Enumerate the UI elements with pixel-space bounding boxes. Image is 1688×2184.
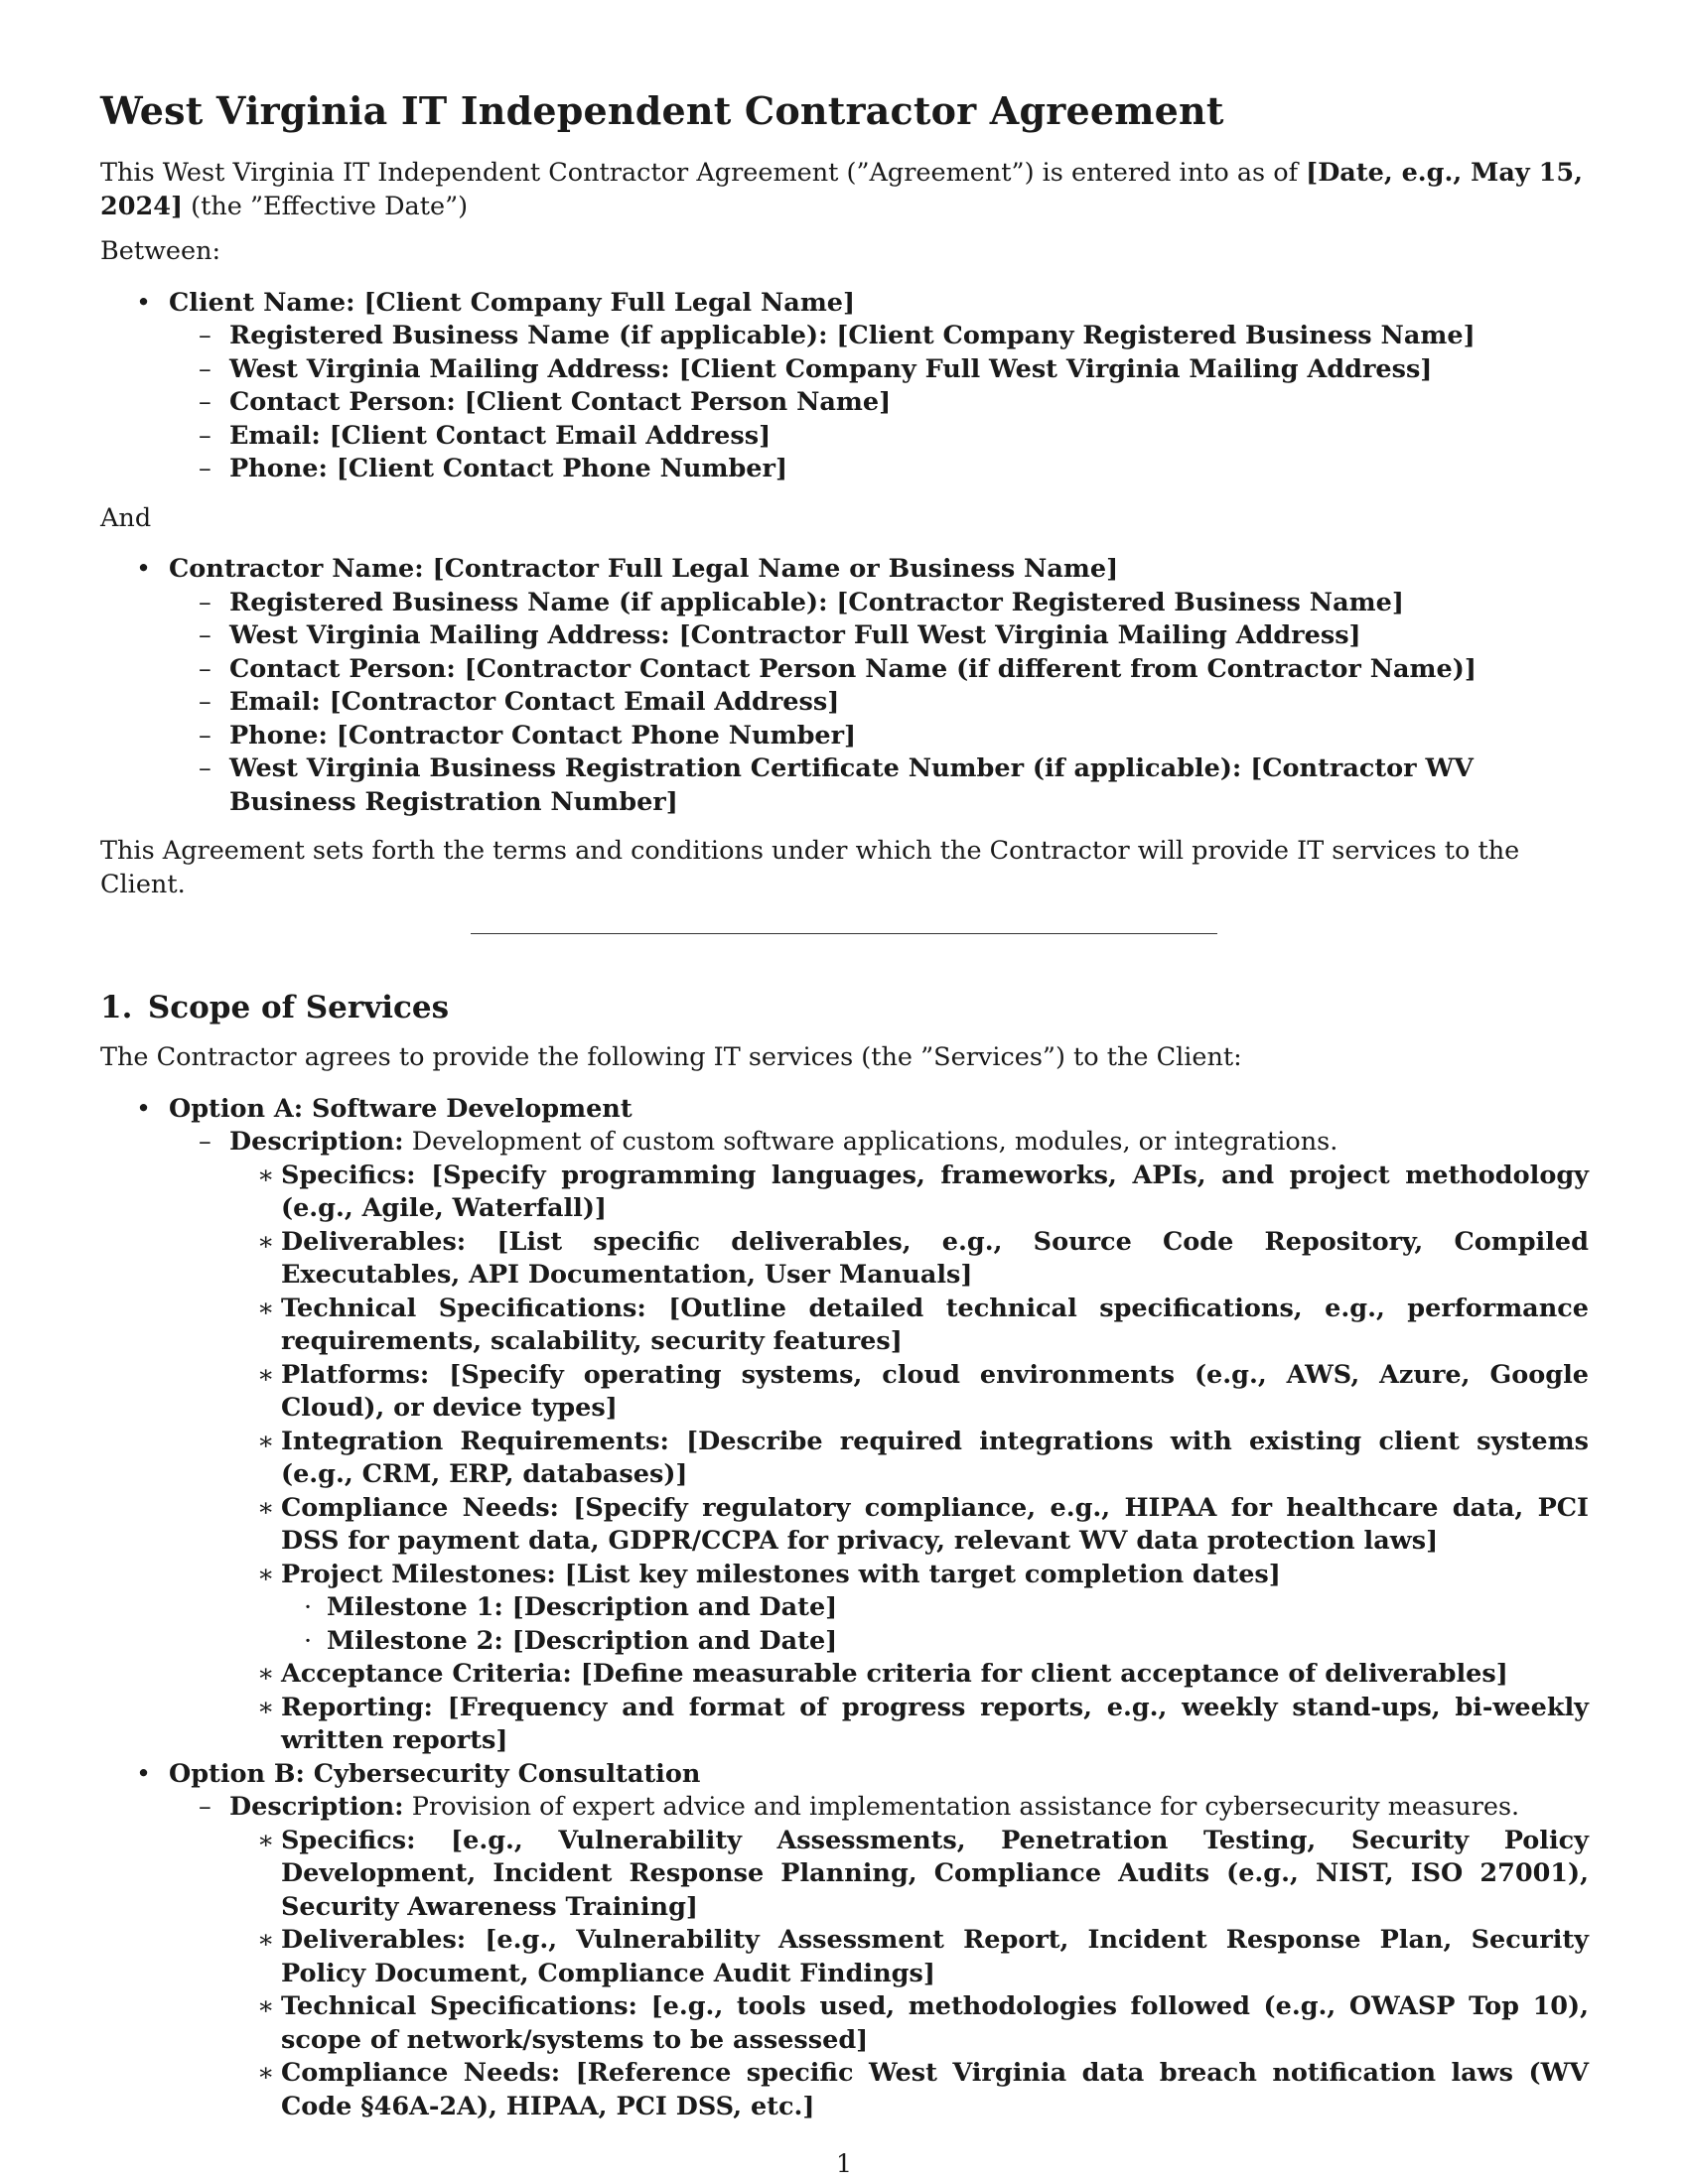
dot-icon: · xyxy=(304,1625,313,1656)
list-item: – Phone: [Contractor Contact Phone Number] xyxy=(169,720,1589,753)
bullet-icon: • xyxy=(136,554,152,584)
dash-icon: – xyxy=(199,420,211,451)
dash-icon: – xyxy=(199,653,211,684)
dash-icon: – xyxy=(199,620,211,650)
option-b-details xyxy=(229,1825,1589,2124)
option-b-title: Option B: Cybersecurity Consultation xyxy=(169,1758,701,1789)
dash-icon: – xyxy=(199,321,211,350)
asterisk-icon: ∗ xyxy=(257,1659,275,1689)
option-a-item xyxy=(100,1093,1589,1758)
option-a-details xyxy=(229,1160,1589,1758)
list-item: ∗ Platforms: [Specify operating systems, cloud environments (e.g., AWS, Azure, Google Cloud), or device types] xyxy=(257,1359,1589,1423)
list-item: ∗ Deliverables: [e.g., Vulnerability Assessment Report, Incident Response Plan, Security Policy Document, Compliance Audit Findings] xyxy=(257,1925,1589,1988)
contractor-list xyxy=(100,553,1589,819)
list-item: · Milestone 2: [Description and Date] xyxy=(281,1625,1589,1659)
horizontal-rule xyxy=(471,933,1217,934)
bullet-icon: • xyxy=(136,287,152,318)
dash-icon: – xyxy=(199,387,211,417)
dash-icon: – xyxy=(199,587,211,617)
dash-icon: – xyxy=(199,753,211,783)
asterisk-icon: ∗ xyxy=(257,1991,275,2021)
asterisk-icon: ∗ xyxy=(257,1692,275,1722)
list-item: – Email: [Contractor Contact Email Address] xyxy=(169,686,1589,720)
intro-text-end: (the ”Effective Date”) xyxy=(183,191,469,221)
list-item: – West Virginia Mailing Address: [Client Company Full West Virginia Mailing Address] xyxy=(169,353,1589,387)
dash-icon: – xyxy=(199,1792,211,1822)
list-item: – Registered Business Name (if applicable): [Client Company Registered Business Name] xyxy=(169,320,1589,353)
option-a-description: – Description: Development of custom software applications, modules, or integrations. ∗ Specifics: [Specify programming languages, frameworks, APIs, and project methodology (e.g., Agile, Waterfall)] ∗ Deliverables: [List specific deliverables, e.g., Source Code Repository, Compiled Executables, API Documentation, User Manuals] ∗ Technical Specifications: [Outline detailed technical specifications, e.g., performance requirements, scalability, security features] ∗ Platforms: [Specify operating systems, cloud environments (e.g., AWS, Azure, Google Cloud), or device types] ∗ Integration Requirements: [Describe required integrations with existing client systems (e.g., CRM, ERP, databases)] ∗ Compliance Needs: [Specify regulatory compliance, e.g., HIPAA for healthcare data, PCI DSS for payment data, GDPR/CCPA for privacy, relevant WV data protection laws] ∗ Project Milestones: [List key milestones with target completion dates] · Milestone 1: [Description and Date] · Milestone 2: [Description and Date] ∗ Acceptance Criteria: [Define measurable criteria for client acceptance of deliverables] ∗ Reporting: [Frequency and format of progress reports, e.g., weekly stand-ups, bi-weekly written reports] xyxy=(169,1126,1589,1758)
document-page xyxy=(100,87,1589,2139)
asterisk-icon: ∗ xyxy=(257,1925,275,1955)
dash-icon: – xyxy=(199,1127,211,1157)
client-name-item xyxy=(100,287,1589,486)
list-item: ∗ Compliance Needs: [Specify regulatory compliance, e.g., HIPAA for healthcare data, PCI DSS for payment data, GDPR/CCPA for privacy, relevant WV data protection laws] xyxy=(257,1492,1589,1556)
milestone-list xyxy=(281,1591,1589,1658)
list-item: ∗ Technical Specifications: [Outline detailed technical specifications, e.g., performance requirements, scalability, security features] xyxy=(257,1293,1589,1356)
list-item: ∗ Deliverables: [List specific deliverables, e.g., Source Code Repository, Compiled Executables, API Documentation, User Manuals] xyxy=(257,1226,1589,1290)
option-b-item xyxy=(100,1758,1589,2124)
section-1-intro: The Contractor agrees to provide the following IT services (the ”Services”) to the Client: xyxy=(100,1042,1242,1072)
list-item: ∗ Specifics: [Specify programming languages, frameworks, APIs, and project methodology (e.g., Agile, Waterfall)] xyxy=(257,1160,1589,1223)
section-1-heading: 1. Scope of Services xyxy=(100,990,450,1025)
dash-icon: – xyxy=(199,720,211,751)
asterisk-icon: ∗ xyxy=(257,1559,275,1589)
and-label: And xyxy=(100,502,152,533)
page-number: 1 xyxy=(835,2149,853,2179)
bullet-icon: • xyxy=(136,1758,152,1789)
asterisk-icon: ∗ xyxy=(257,1160,275,1190)
list-item: – West Virginia Business Registration Certificate Number (if applicable): [Contractor WV Business Registration Number] xyxy=(199,753,1474,817)
option-b-description: – Description: Provision of expert advice and implementation assistance for cybersecurity measures. ∗ Specifics: [e.g., Vulnerability Assessments, Penetration Testing, Security Policy Development, Incident Response Planning, Compliance Audits (e.g., NIST, ISO 27001), Security Awareness Training] ∗ Deliverables: [e.g., Vulnerability Assessment Report, Incident Response Plan, Security Policy Document, Compliance Audit Findings] ∗ Technical Specifications: [e.g., tools used, methodologies followed (e.g., OWASP Top 10), scope of network/systems to be assessed] ∗ Compliance Needs: [Reference specific West Virginia data breach notification laws (WV Code §46A-2A), HIPAA, PCI DSS, etc.] xyxy=(169,1791,1589,2123)
asterisk-icon: ∗ xyxy=(257,2058,275,2088)
intro-paragraph xyxy=(100,157,1589,223)
client-details xyxy=(169,320,1589,486)
dot-icon: · xyxy=(304,1592,313,1622)
asterisk-icon: ∗ xyxy=(257,1492,275,1523)
contractor-name-value: [Contractor Full Legal Name or Business Name] xyxy=(432,554,1119,584)
dash-icon: – xyxy=(199,687,211,717)
contractor-details xyxy=(169,587,1589,820)
document-title: West Virginia IT Independent Contractor Agreement xyxy=(100,88,1224,133)
list-item: – Registered Business Name (if applicable): [Contractor Registered Business Name] xyxy=(169,587,1589,620)
list-item: · Milestone 1: [Description and Date] xyxy=(281,1591,1589,1625)
list-item: – Contact Person: [Contractor Contact Person Name (if different from Contractor Name)] xyxy=(169,653,1589,687)
between-label: Between: xyxy=(100,236,221,266)
dash-icon: – xyxy=(199,353,211,384)
asterisk-icon: ∗ xyxy=(257,1226,275,1257)
list-item: ∗ Integration Requirements: [Describe required integrations with existing client systems (e.g., CRM, ERP, databases)] xyxy=(257,1426,1589,1489)
list-item: – Phone: [Client Contact Phone Number] xyxy=(169,453,1589,486)
client-name-label: Client Name: xyxy=(169,287,355,318)
list-item: ∗ Technical Specifications: [e.g., tools used, methodologies followed (e.g., OWASP Top 10), scope of network/systems to be assessed] xyxy=(257,1991,1589,2055)
effective-date-placeholder: [Date, e.g., May 15, 2024] xyxy=(100,158,1583,221)
list-item: ∗ Reporting: [Frequency and format of progress reports, e.g., weekly stand-ups, bi-weekly written reports] xyxy=(257,1692,1589,1755)
client-name-value: [Client Company Full Legal Name] xyxy=(363,287,856,318)
asterisk-icon: ∗ xyxy=(257,1426,275,1456)
asterisk-icon: ∗ xyxy=(257,1825,275,1855)
list-item: ∗ Project Milestones: [List key milestones with target completion dates] · Milestone 1: [Description and Date] · Milestone 2: [Description and Date] xyxy=(229,1559,1589,1659)
list-item: – Email: [Client Contact Email Address] xyxy=(169,420,1589,454)
bullet-icon: • xyxy=(136,1093,152,1124)
terms-sentence: This Agreement sets forth the terms and conditions under which the Contractor will provide IT services to the Client. xyxy=(100,836,1520,899)
list-item: – Contact Person: [Client Contact Person Name] xyxy=(169,386,1589,420)
list-item: ∗ Specifics: [e.g., Vulnerability Assessments, Penetration Testing, Security Policy Development, Incident Response Planning, Compliance Audits (e.g., NIST, ISO 27001), Security Awareness Training] xyxy=(257,1825,1589,1922)
asterisk-icon: ∗ xyxy=(257,1359,275,1390)
intro-text: This West Virginia IT Independent Contractor Agreement (”Agreement”) is entered into as of xyxy=(100,158,1307,188)
list-item: ∗ Acceptance Criteria: [Define measurable criteria for client acceptance of deliverables] xyxy=(229,1658,1589,1692)
option-a-title: Option A: Software Development xyxy=(169,1093,633,1124)
list-item: – West Virginia Mailing Address: [Contractor Full West Virginia Mailing Address] xyxy=(169,619,1589,653)
services-options-list xyxy=(100,1093,1589,2124)
list-item: ∗ Compliance Needs: [Reference specific West Virginia data breach notification laws (WV Code §46A-2A), HIPAA, PCI DSS, etc.] xyxy=(257,2058,1589,2121)
asterisk-icon: ∗ xyxy=(257,1293,275,1323)
client-list xyxy=(100,287,1589,486)
contractor-name-item xyxy=(100,553,1589,819)
contractor-name-label: Contractor Name: xyxy=(169,554,424,584)
dash-icon: – xyxy=(199,454,211,483)
